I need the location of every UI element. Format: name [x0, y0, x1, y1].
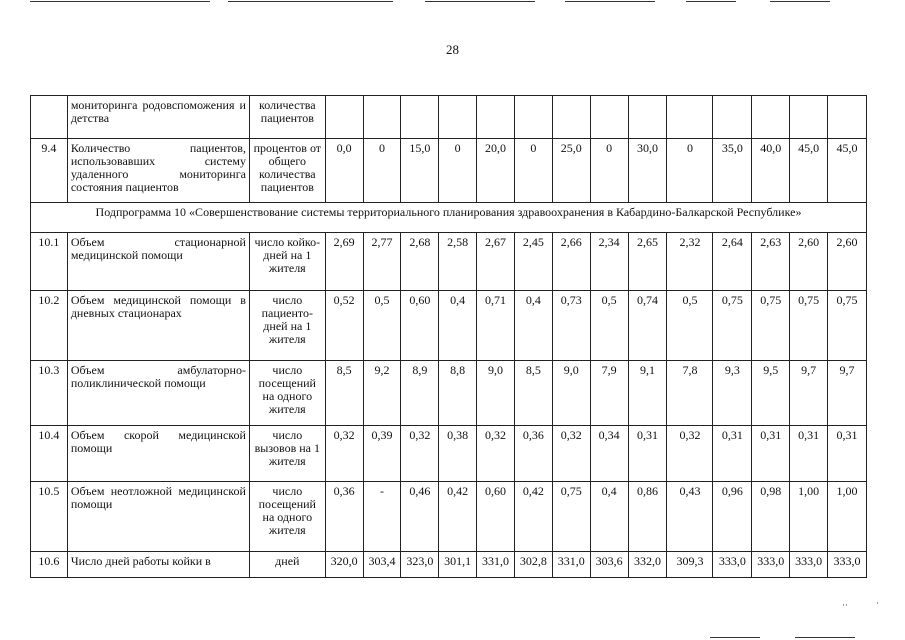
value-cell: 35,0	[713, 139, 752, 203]
indicator-name: Объем медицинской помощи в дневных стационарах	[67, 291, 249, 361]
value-cell: 8,9	[401, 361, 439, 426]
value-cell: 0,31	[790, 426, 828, 482]
top-scan-lines	[0, 0, 905, 6]
value-cell: 0,75	[828, 291, 867, 361]
unit-of-measure: число койко-дней на 1 жителя	[249, 233, 325, 291]
value-cell: 0,32	[552, 426, 590, 482]
indicators-table	[30, 95, 867, 578]
value-cell: 323,0	[401, 552, 439, 578]
value-cell: 0,32	[401, 426, 439, 482]
value-cell: 2,58	[439, 233, 477, 291]
bottom-scan-lines	[0, 630, 905, 640]
value-cell: 30,0	[628, 139, 667, 203]
value-cell: 0,32	[667, 426, 713, 482]
value-cell: 0,36	[325, 482, 363, 552]
value-cell: 320,0	[325, 552, 363, 578]
value-cell: 302,8	[514, 552, 552, 578]
value-cell: 9,3	[713, 361, 752, 426]
indicator-name: Объем амбулаторно-поликлинической помощи	[67, 361, 249, 426]
value-cell: 9,0	[477, 361, 515, 426]
value-cell: 8,5	[325, 361, 363, 426]
value-cell: 2,60	[790, 233, 828, 291]
value-cell: 0,31	[828, 426, 867, 482]
row-number: 10.4	[31, 426, 68, 482]
value-cell: 333,0	[828, 552, 867, 578]
value-cell: 2,45	[514, 233, 552, 291]
value-cell: 8,5	[514, 361, 552, 426]
indicator-name: Количество пациентов, использовавших систему удаленного мониторинга состояния пациентов	[67, 139, 249, 203]
value-cell: 0,75	[752, 291, 790, 361]
value-cell	[713, 96, 752, 139]
indicator-name: Объем неотложной медицинской помощи	[67, 482, 249, 552]
value-cell: 0,31	[752, 426, 790, 482]
unit-of-measure: число посещений на одного жителя	[249, 361, 325, 426]
value-cell: 7,9	[590, 361, 628, 426]
value-cell: 0,31	[628, 426, 667, 482]
value-cell: 9,7	[828, 361, 867, 426]
row-number: 10.1	[31, 233, 68, 291]
value-cell: 45,0	[790, 139, 828, 203]
value-cell: 9,5	[752, 361, 790, 426]
value-cell	[790, 96, 828, 139]
value-cell: 331,0	[477, 552, 515, 578]
value-cell	[477, 96, 515, 139]
value-cell: 0,32	[477, 426, 515, 482]
value-cell	[363, 96, 401, 139]
value-cell	[439, 96, 477, 139]
value-cell: 0,31	[713, 426, 752, 482]
unit-of-measure: число вызовов на 1 жителя	[249, 426, 325, 482]
value-cell: 0	[514, 139, 552, 203]
subprogram-title: Подпрограмма 10 «Совершенствование системы территориального планирования здравоохранения в Кабардино-Балкарской Республике»	[31, 203, 867, 233]
unit-of-measure: число пациенто-дней на 1 жителя	[249, 291, 325, 361]
value-cell: -	[363, 482, 401, 552]
value-cell: 2,66	[552, 233, 590, 291]
value-cell	[752, 96, 790, 139]
value-cell	[552, 96, 590, 139]
value-cell: 0,36	[514, 426, 552, 482]
value-cell: 333,0	[713, 552, 752, 578]
value-cell	[590, 96, 628, 139]
value-cell: 2,65	[628, 233, 667, 291]
value-cell: 2,77	[363, 233, 401, 291]
value-cell: 2,60	[828, 233, 867, 291]
value-cell: 0,42	[514, 482, 552, 552]
value-cell: 2,63	[752, 233, 790, 291]
value-cell: 0	[667, 139, 713, 203]
value-cell: 0,71	[477, 291, 515, 361]
table-row	[31, 552, 867, 578]
value-cell: 0	[590, 139, 628, 203]
table-row	[31, 233, 867, 291]
unit-of-measure: количества пациентов	[249, 96, 325, 139]
unit-of-measure: процентов от общего количества пациентов	[249, 139, 325, 203]
value-cell	[325, 96, 363, 139]
row-number: 9.4	[31, 139, 68, 203]
value-cell: 40,0	[752, 139, 790, 203]
value-cell: 0,32	[325, 426, 363, 482]
value-cell: 2,32	[667, 233, 713, 291]
value-cell: 0,46	[401, 482, 439, 552]
indicator-name: Число дней работы койки в	[67, 552, 249, 578]
value-cell: 333,0	[790, 552, 828, 578]
row-number: 10.2	[31, 291, 68, 361]
value-cell: 303,6	[590, 552, 628, 578]
row-number: 10.5	[31, 482, 68, 552]
value-cell	[514, 96, 552, 139]
value-cell: 301,1	[439, 552, 477, 578]
scan-speck: ·	[876, 598, 879, 608]
value-cell: 8,8	[439, 361, 477, 426]
value-cell: 309,3	[667, 552, 713, 578]
value-cell: 333,0	[752, 552, 790, 578]
table-row	[31, 426, 867, 482]
value-cell: 303,4	[363, 552, 401, 578]
value-cell: 0,96	[713, 482, 752, 552]
value-cell: 0,60	[477, 482, 515, 552]
value-cell: 0,73	[552, 291, 590, 361]
value-cell: 0,4	[590, 482, 628, 552]
value-cell: 331,0	[552, 552, 590, 578]
value-cell: 25,0	[552, 139, 590, 203]
subprogram-row	[31, 203, 867, 233]
value-cell: 0,43	[667, 482, 713, 552]
row-number: 10.6	[31, 552, 68, 578]
value-cell	[667, 96, 713, 139]
value-cell: 0,98	[752, 482, 790, 552]
table-row	[31, 96, 867, 139]
indicator-name: мониторинга родовспоможения и детства	[67, 96, 249, 139]
table-row	[31, 361, 867, 426]
value-cell: 0,75	[790, 291, 828, 361]
value-cell: 0,60	[401, 291, 439, 361]
value-cell: 0,42	[439, 482, 477, 552]
value-cell	[401, 96, 439, 139]
value-cell: 1,00	[828, 482, 867, 552]
value-cell: 0,34	[590, 426, 628, 482]
table-body-lower	[31, 233, 867, 578]
value-cell: 2,64	[713, 233, 752, 291]
indicator-name: Объем скорой медицинской помощи	[67, 426, 249, 482]
value-cell: 0,75	[552, 482, 590, 552]
value-cell: 0,4	[439, 291, 477, 361]
value-cell: 1,00	[790, 482, 828, 552]
value-cell: 0	[439, 139, 477, 203]
table-body-upper	[31, 96, 867, 203]
value-cell: 0,5	[590, 291, 628, 361]
value-cell	[628, 96, 667, 139]
value-cell: 0,4	[514, 291, 552, 361]
value-cell: 9,0	[552, 361, 590, 426]
value-cell: 2,68	[401, 233, 439, 291]
value-cell: 0	[363, 139, 401, 203]
value-cell: 9,1	[628, 361, 667, 426]
value-cell: 0,75	[713, 291, 752, 361]
table-row	[31, 291, 867, 361]
value-cell: 15,0	[401, 139, 439, 203]
value-cell: 0,39	[363, 426, 401, 482]
value-cell: 0,0	[325, 139, 363, 203]
value-cell: 2,34	[590, 233, 628, 291]
value-cell: 2,69	[325, 233, 363, 291]
indicator-name: Объем стационарной медицинской помощи	[67, 233, 249, 291]
value-cell: 332,0	[628, 552, 667, 578]
value-cell: 9,7	[790, 361, 828, 426]
value-cell: 2,67	[477, 233, 515, 291]
value-cell: 45,0	[828, 139, 867, 203]
page-number: 28	[446, 42, 459, 57]
value-cell: 0,86	[628, 482, 667, 552]
value-cell	[828, 96, 867, 139]
value-cell: 7,8	[667, 361, 713, 426]
value-cell: 0,5	[363, 291, 401, 361]
table-body-subprogram	[31, 203, 867, 233]
value-cell: 0,74	[628, 291, 667, 361]
value-cell: 20,0	[477, 139, 515, 203]
table-row	[31, 139, 867, 203]
unit-of-measure: число посещений на одного жителя	[249, 482, 325, 552]
unit-of-measure: дней	[249, 552, 325, 578]
value-cell: 0,5	[667, 291, 713, 361]
scan-speck: ··	[842, 600, 848, 610]
row-number	[31, 96, 68, 139]
value-cell: 0,38	[439, 426, 477, 482]
value-cell: 0,52	[325, 291, 363, 361]
value-cell: 9,2	[363, 361, 401, 426]
row-number: 10.3	[31, 361, 68, 426]
table-row	[31, 482, 867, 552]
